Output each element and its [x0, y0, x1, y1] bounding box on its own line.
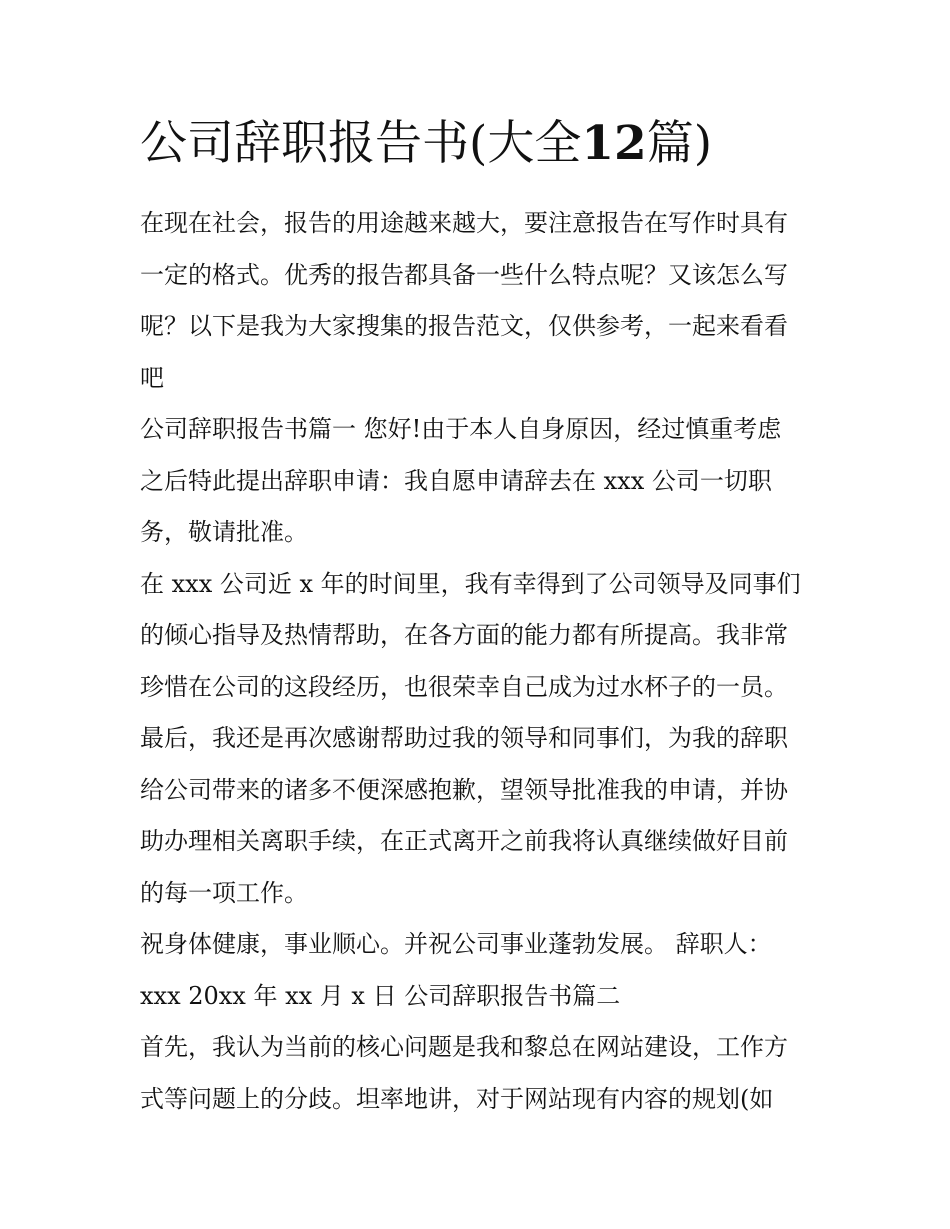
text-line: 公司辞职报告书篇一 您好!由于本人自身原因，经过慎重考虑 — [140, 415, 782, 443]
document-title — [140, 114, 712, 174]
title-text: 公司辞职报告书(大全 — [140, 116, 582, 171]
text-line: 珍惜在公司的这段经历，也很荣幸自己成为过水杯子的一员。 — [140, 672, 788, 701]
title-number: 12 — [581, 116, 647, 171]
text-line: 式等问题上的分歧。坦率地讲，对于网站现有内容的规划(如 — [140, 1084, 774, 1113]
text-line: 一定的格式。优秀的报告都具备一些什么特点呢？又该怎么写 — [140, 260, 788, 289]
text-line: 在 xxx 公司近 x 年的时间里，我有幸得到了公司领导及同事们 — [140, 569, 801, 598]
text-line: 的倾心指导及热情帮助，在各方面的能力都有所提高。我非常 — [140, 621, 788, 649]
document-body — [140, 198, 820, 1125]
title-suffix: 篇) — [646, 116, 713, 171]
text-line: 给公司带来的诸多不便深感抱歉，望领导批准我的申请，并协 — [140, 775, 788, 804]
text-line: 之后特此提出辞职申请：我自愿申请辞去在 xxx 公司一切职 — [140, 466, 772, 495]
text-line: 在现在社会，报告的用途越来越大，要注意报告在写作时具有 — [140, 209, 788, 237]
text-line: 呢？以下是我为大家搜集的报告范文，仅供参考，一起来看看 — [140, 312, 788, 340]
text-line: 的每一项工作。 — [140, 878, 308, 907]
text-line: 最后，我还是再次感谢帮助过我的领导和同事们，为我的辞职 — [140, 724, 788, 752]
text-line: 助办理相关离职手续，在正式离开之前我将认真继续做好目前 — [140, 827, 788, 855]
text-line: 祝身体健康，事业顺心。并祝公司事业蓬勃发展。 辞职人： — [140, 930, 772, 958]
text-line: 首先，我认为当前的核心问题是我和黎总在网站建设，工作方 — [140, 1033, 788, 1061]
text-line: 务，敬请批准。 — [140, 518, 308, 546]
text-line: xxx 20xx 年 xx 月 x 日 公司辞职报告书篇二 — [140, 981, 621, 1010]
text-line: 吧 — [140, 363, 164, 392]
